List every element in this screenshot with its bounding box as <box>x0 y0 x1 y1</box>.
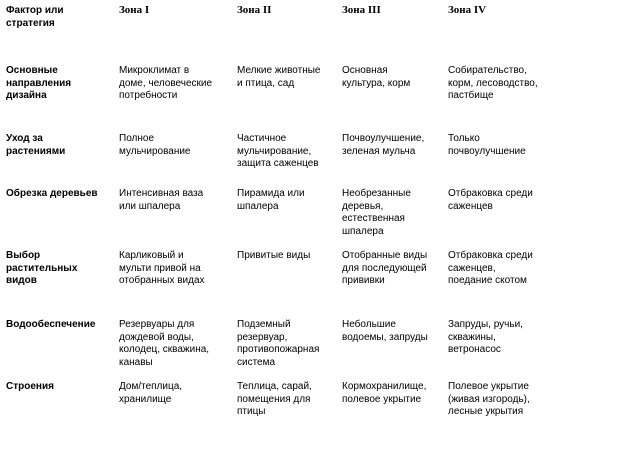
cell-pruning-zone-1 <box>119 188 203 213</box>
header-factor-line: Фактор или <box>6 5 64 16</box>
cell-pruning-zone-3 <box>342 188 411 238</box>
cell-line: Интенсивная ваза <box>119 188 204 199</box>
cell-line: Основная <box>342 65 388 76</box>
cell-buildings-zone-1 <box>119 381 182 406</box>
cell-line: лесные укрытия <box>448 406 524 417</box>
label-line: Строения <box>6 381 54 392</box>
cell-line: Пирамида или <box>237 188 305 199</box>
cell-design-zone-3 <box>342 65 410 90</box>
cell-line: шпалера <box>342 225 384 237</box>
cell-line: Отбраковка среди <box>448 188 533 199</box>
header-zone-4: Зона IV <box>448 4 487 16</box>
cell-line: мульчирование <box>119 145 191 157</box>
cell-line: отобранных видах <box>119 275 205 286</box>
cell-line: помещения для <box>237 393 311 405</box>
label-line: дизайна <box>6 90 47 101</box>
cell-line: колодец, скважина, <box>119 344 210 355</box>
cell-water-zone-4 <box>448 319 523 357</box>
cell-line: полевое укрытие <box>342 393 422 405</box>
cell-line: Подземный <box>237 319 291 330</box>
cell-line: Мелкие животные <box>237 65 321 76</box>
cell-line: зеленая мульча <box>342 145 416 157</box>
header-zone-2: Зона II <box>237 4 272 16</box>
cell-line: (живая изгородь), <box>448 393 530 405</box>
cell-line: саженцев <box>448 200 493 212</box>
cell-line: Собирательство, <box>448 65 527 76</box>
row-label-plant-care <box>6 133 110 158</box>
cell-line: Частичное <box>237 133 287 144</box>
cell-pruning-zone-2 <box>237 188 305 213</box>
row-label-design <box>6 65 110 103</box>
cell-water-zone-1 <box>119 319 209 369</box>
label-line: видов <box>6 275 37 286</box>
cell-species-zone-4 <box>448 250 533 288</box>
row-label-buildings <box>6 381 110 394</box>
cell-species-zone-1 <box>119 250 205 288</box>
header-factor-line: стратегия <box>6 18 55 29</box>
cell-line: противопожарная <box>237 344 320 355</box>
cell-plant-care-zone-2 <box>237 133 319 171</box>
label-line: Уход за <box>6 133 43 144</box>
cell-line: пастбище <box>448 90 494 101</box>
cell-line: система <box>237 356 276 368</box>
cell-water-zone-2 <box>237 319 319 369</box>
cell-design-zone-4 <box>448 65 538 103</box>
cell-line: Кормохранилище, <box>342 381 427 392</box>
label-line: растительных <box>6 262 78 274</box>
row-label-pruning <box>6 188 110 201</box>
cell-line: дождевой воды, <box>119 331 194 343</box>
cell-line: ветронасос <box>448 344 501 355</box>
cell-line: деревья, <box>342 200 384 212</box>
cell-pruning-zone-4 <box>448 188 533 213</box>
cell-line: водоемы, запруды <box>342 331 428 343</box>
row-label-species <box>6 250 110 288</box>
cell-line: Только <box>448 133 480 144</box>
cell-line: или шпалера <box>119 200 181 212</box>
cell-buildings-zone-4 <box>448 381 530 419</box>
cell-buildings-zone-2 <box>237 381 312 419</box>
cell-line: культура, корм <box>342 77 411 89</box>
cell-design-zone-1 <box>119 65 212 103</box>
cell-line: естественная <box>342 213 405 224</box>
cell-line: резервуар, <box>237 331 288 343</box>
cell-line: корм, лесоводство, <box>448 77 538 89</box>
cell-plant-care-zone-4 <box>448 133 526 158</box>
cell-line: саженцев, <box>448 262 496 274</box>
cell-line: защита саженцев <box>237 158 319 169</box>
cell-design-zone-2 <box>237 65 320 90</box>
cell-line: канавы <box>119 356 153 368</box>
header-factor <box>6 4 64 30</box>
cell-line: доме, человеческие <box>119 77 213 89</box>
cell-line: Отобранные виды <box>342 250 428 261</box>
cell-line: потребности <box>119 90 178 101</box>
cell-line: шпалера <box>237 200 279 212</box>
cell-plant-care-zone-1 <box>119 133 191 158</box>
label-line: Водообеспечение <box>6 319 96 330</box>
label-line: направления <box>6 77 72 89</box>
row-label-water <box>6 319 110 332</box>
cell-line: скважины, <box>448 331 496 343</box>
header-zone-1: Зона I <box>119 4 150 16</box>
cell-line: поедание скотом <box>448 275 527 286</box>
cell-line: птицы <box>237 406 266 417</box>
cell-line: Привитые виды <box>237 250 311 261</box>
cell-line: Запруды, ручьи, <box>448 319 523 330</box>
label-line: Основные <box>6 65 58 76</box>
cell-line: Полевое укрытие <box>448 381 529 392</box>
header-zone-3: Зона III <box>342 4 381 16</box>
cell-line: прививки <box>342 275 385 286</box>
label-line: растениями <box>6 145 66 157</box>
cell-line: хранилище <box>119 393 172 405</box>
cell-water-zone-3 <box>342 319 428 344</box>
cell-line: Резервуары для <box>119 319 195 330</box>
cell-line: Карликовый и <box>119 250 184 261</box>
cell-line: Полное <box>119 133 155 144</box>
cell-species-zone-2 <box>237 250 310 263</box>
cell-line: Небольшие <box>342 319 396 330</box>
cell-species-zone-3 <box>342 250 427 288</box>
cell-line: Теплица, сарай, <box>237 381 312 392</box>
cell-line: для последующей <box>342 262 427 274</box>
cell-line: Необрезанные <box>342 188 411 199</box>
cell-line: и птица, сад <box>237 77 295 89</box>
cell-line: мульчирование, <box>237 145 312 157</box>
cell-plant-care-zone-3 <box>342 133 424 158</box>
cell-line: почвоулучшение <box>448 145 526 157</box>
cell-buildings-zone-3 <box>342 381 426 406</box>
cell-line: Отбраковка среди <box>448 250 533 261</box>
cell-line: Микроклимат в <box>119 65 190 76</box>
cell-line: мульти привой на <box>119 262 201 274</box>
label-line: Выбор <box>6 250 41 261</box>
cell-line: Почвоулучшение, <box>342 133 425 144</box>
label-line: Обрезка деревьев <box>6 188 98 199</box>
cell-line: Дом/теплица, <box>119 381 183 392</box>
